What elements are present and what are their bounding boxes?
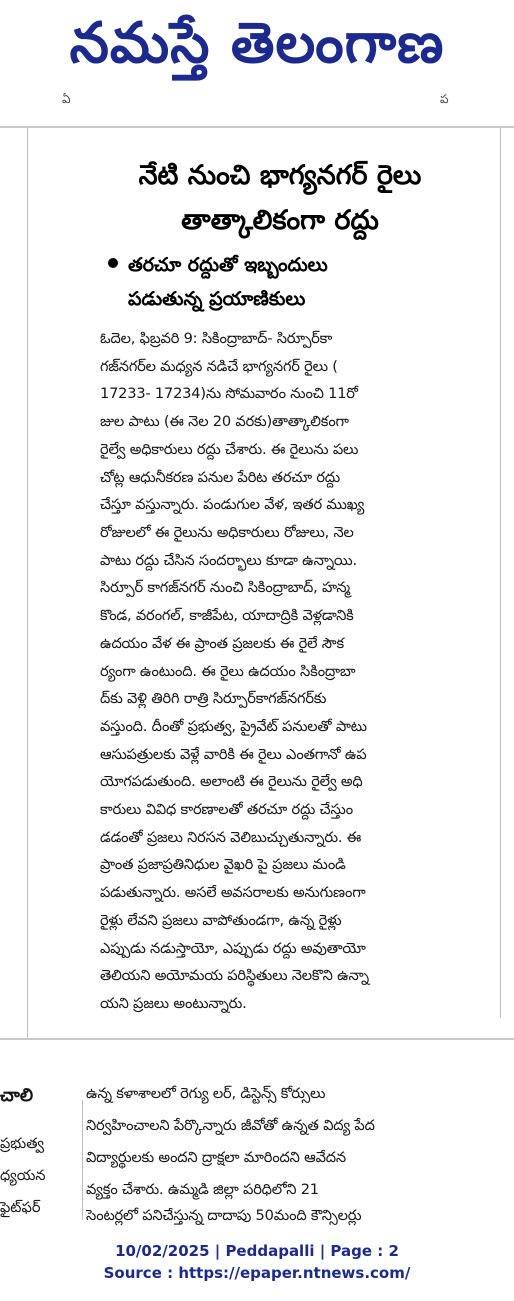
subheadline-line-2: పడుతున్న ప్రయాణికులు [128, 288, 306, 310]
article-body-line: ఓదెల, ఫిబ్రవరి 9: సికింద్రాబాద్‌- సిర్పూర్‌కా [100, 330, 333, 347]
article-body-line: సిర్పూర్ కాగజ్‌నగర్ నుంచి సికింద్రాబాద్, హన్మ [100, 579, 350, 596]
left-column-text-fragment: ఫైట్‌ఫర్ [0, 1200, 41, 1216]
masthead-title: నమస్తే తెలంగాణ [69, 10, 445, 76]
article-body-line: రైల్వే అధికారులు రద్దు చేశారు. ఈ రైలును పలు [100, 441, 359, 458]
top-divider [0, 126, 514, 128]
article-body-line: జుల పాటు (ఈ నెల 20 వరకు)తాత్కాలికంగా [100, 413, 349, 430]
article-body-line: ఉదయం వేళ ఈ ప్రాంత ప్రజలకు ఈ రైలే సౌక [100, 635, 344, 652]
newspaper-masthead [0, 0, 514, 100]
lower-article-line: సెంటర్లలో పనిచేస్తున్న దాదాపు 50మంది కౌన్సిలర్లు [86, 1207, 362, 1224]
article-body-line: రైళ్లు లేవని ప్రజలు వాపోతుండగా, ఉన్న రైళ్లు [100, 912, 342, 929]
lower-column-divider [82, 1100, 83, 1220]
footer-date-edition: 10/02/2025 | Peddapalli | Page : 2 [115, 1242, 399, 1260]
article-body-line: 17233- 17234)ను సోమవారం నుంచి 11రో [100, 385, 358, 402]
article-body-line: యోగపడుతుంది. అలాంటి ఈ రైలును రైల్వే అధి [100, 773, 363, 790]
headline-line-2: తాత్కాలికంగా రద్దు [181, 205, 379, 236]
article-body-line: ప్రాంత ప్రజాప్రతినిధుల వైఖరి పై ప్రజలు మండి [100, 856, 346, 873]
article-body-line: పాటు రద్దు చేసిన సందర్భాలు కూడా ఉన్నాయి. [100, 552, 357, 569]
article-body-line: డడంతో ప్రజలు నిరసన వెలిబుచ్చుతున్నారు. ఈ [100, 829, 362, 846]
lower-article-line: నిర్వహించాలని పేర్కొన్నారు జీవోతో ఉన్నత విద్య పేద [86, 1117, 375, 1134]
article-body-line: కారులు వివిధ కారణాలతో తరచూ రద్దు చేస్తుం [100, 801, 353, 818]
left-column-divider [27, 128, 28, 1038]
article-body-line: చేస్తూ వస్తున్నారు. పండుగుల వేళ, ఇతర ముఖ్య [100, 496, 365, 513]
footer-source-link[interactable]: Source : https://epaper.ntnews.com/ [103, 1264, 411, 1282]
article-body-line: ద్‌కు వెళ్లి తిరిగి రాత్రి సిర్పూర్‌కాగజ్‌నగర్‌కు [100, 690, 327, 707]
left-column-heading-fragment: చాలి [0, 1085, 34, 1106]
article-body-line: పడుతున్నారు. అసలే అవసరాలకు అనుగుణంగా [100, 884, 366, 901]
article-body-line: రోజులలో ఈ రైలును అధికారులు రోజులు, నెల [100, 524, 354, 541]
article-body-line: చోట్ల ఆధునీకరణ పనుల పేరిట తరచూ రద్దు [100, 469, 340, 486]
masthead-fragment-right: ప [440, 92, 449, 106]
article-body-line: యని ప్రజలు అంటున్నారు. [100, 995, 247, 1012]
article-body-line: ఎప్పుడు నడుస్తాయో, ఎప్పుడు రద్దు అవుతాయో [100, 940, 366, 957]
article-body-line: ఆసుపత్రులకు వెళ్లే వారికి ఈ రైలు ఎంతగానో ఉప [100, 746, 367, 763]
left-column-text-fragment: ధ్యయన [0, 1168, 46, 1184]
article-body-line: తెలియని అయోమయ పరిస్థితులు నెలకొని ఉన్నా [100, 967, 369, 984]
left-column-text-fragment: ప్రభుత్వ [0, 1136, 45, 1152]
article-body-line: ర్యంగా ఉంటుంది. ఈ రైలు ఉదయం సికింద్రాబా [100, 663, 356, 680]
lower-article-line: వ్యక్తం చేశారు. ఉమ్మడి జిల్లా పరిధిలోని 21 [86, 1181, 319, 1198]
article-body-line: కొండ, వరంగల్, కాజీపేట, యాదాద్రికి వెళ్లడానికి [100, 607, 354, 624]
article-body-line: గజ్‌నగర్‌ల మధ్యన నడిచే భాగ్యనగర్ రైలు ( [100, 358, 338, 375]
section-divider [0, 1038, 514, 1040]
masthead-fragment-left: ఏ [62, 92, 71, 106]
lower-article-line: ఉన్న కళాశాలలో రెగ్యు లర్, డిస్టెన్స్ కోర్సులు [86, 1085, 326, 1102]
subheadline-line-1: తరచూ రద్దుతో ఇబ్బందులు [128, 254, 328, 276]
article-body-line: వస్తుంది. దీంతో ప్రభుత్వ, ప్రైవేట్ పనులతో పాటు [100, 718, 367, 735]
headline-line-1: నేటి నుంచి భాగ్యనగర్ రైలు [138, 160, 422, 191]
lower-article-line: విద్యార్థులకు అందని ద్రాక్షలా మారిందని ఆవేదన [86, 1149, 346, 1166]
right-column-divider [500, 128, 501, 1018]
bullet-icon [108, 258, 118, 268]
